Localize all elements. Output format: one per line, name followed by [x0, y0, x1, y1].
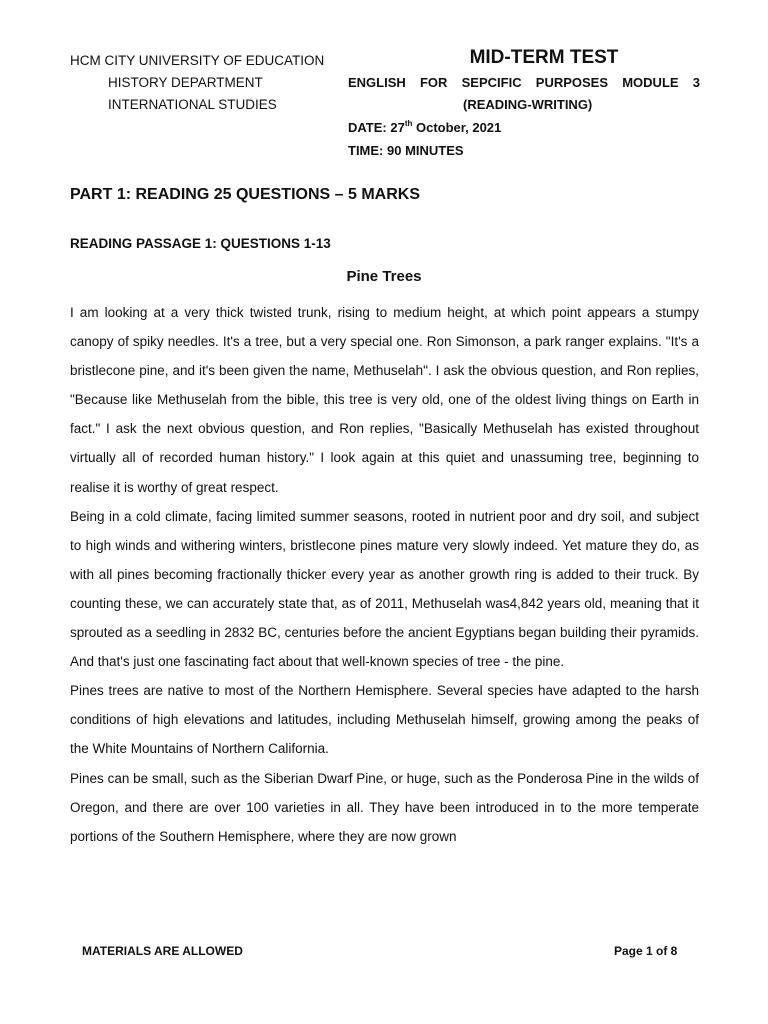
- test-title: MID-TERM TEST: [469, 47, 619, 68]
- paragraph: Pines can be small, such as the Siberian Dwarf Pine, or huge, such as the Ponderosa Pine in the wilds of Oregon, and there are over 100 varieties in all. They have been introduced in to the more temperate portions of the Southern Hemisphere, where they are now grown: [70, 770, 699, 844]
- passage-title: READING PASSAGE 1: QUESTIONS 1-13: [70, 236, 331, 251]
- date-suffix: October, 2021: [412, 120, 502, 135]
- page-number: Page 1 of 8: [614, 944, 678, 958]
- paragraph: I am looking at a very thick twisted trunk, rising to medium height, at which point appears a stumpy canopy of spiky needles. It's a tree, but a very special one. Ron Simonson, a park ranger explains. "It's a bristlecone pine, and it's been given the name, Methuselah". I ask the obvious question, and Ron replies, "Because like Methuselah from the bible, this tree is very old, one of the oldest living things on Earth in fact." I ask the next obvious question, and Ron replies, "Basically Methuselah has existed throughout virtually all of recorded human history." I look again at this quiet and unassuming tree, beginning to realise it is worthy of great respect.: [70, 305, 699, 495]
- part-title: PART 1: READING 25 QUESTIONS – 5 MARKS: [70, 186, 420, 203]
- date-prefix: DATE: 27: [348, 120, 405, 135]
- test-info-block: [348, 44, 700, 162]
- footer-materials-note: MATERIALS ARE ALLOWED: [82, 944, 243, 958]
- department-name: HISTORY DEPARTMENT: [108, 75, 263, 90]
- course-subtitle: (READING-WRITING): [463, 97, 593, 112]
- institution-block: [70, 50, 324, 116]
- test-date: [348, 116, 700, 139]
- article-title: Pine Trees: [346, 268, 422, 285]
- course-name: ENGLISH FOR SEPCIFIC PURPOSES MODULE 3: [348, 75, 700, 90]
- university-name: HCM CITY UNIVERSITY OF EDUCATION: [70, 53, 325, 68]
- passage-body: [70, 298, 699, 851]
- paragraph: Pines trees are native to most of the Northern Hemisphere. Several species have adapted to the harsh conditions of high elevations and latitudes, including Methuselah himself, growing among the peaks of the White Mountains of Northern California.: [70, 683, 699, 757]
- program-name: INTERNATIONAL STUDIES: [108, 97, 277, 112]
- test-duration: TIME: 90 MINUTES: [348, 143, 464, 158]
- date-ordinal: th: [404, 119, 413, 128]
- paragraph: Being in a cold climate, facing limited summer seasons, rooted in nutrient poor and dry soil, and subject to high winds and withering winters, bristlecone pines mature very slowly indeed. Yet mature they do, as with all pines becoming fractionally thicker every year as another growth ring is added to their truck. By counting these, we can accurately state that, as of 2011, Methuselah was4,842 years old, meaning that it sprouted as a seedling in 2832 BC, centuries before the ancient Egyptians began building their pyramids. And that's just one fascinating fact about that well-known species of tree - the pine.: [70, 508, 699, 670]
